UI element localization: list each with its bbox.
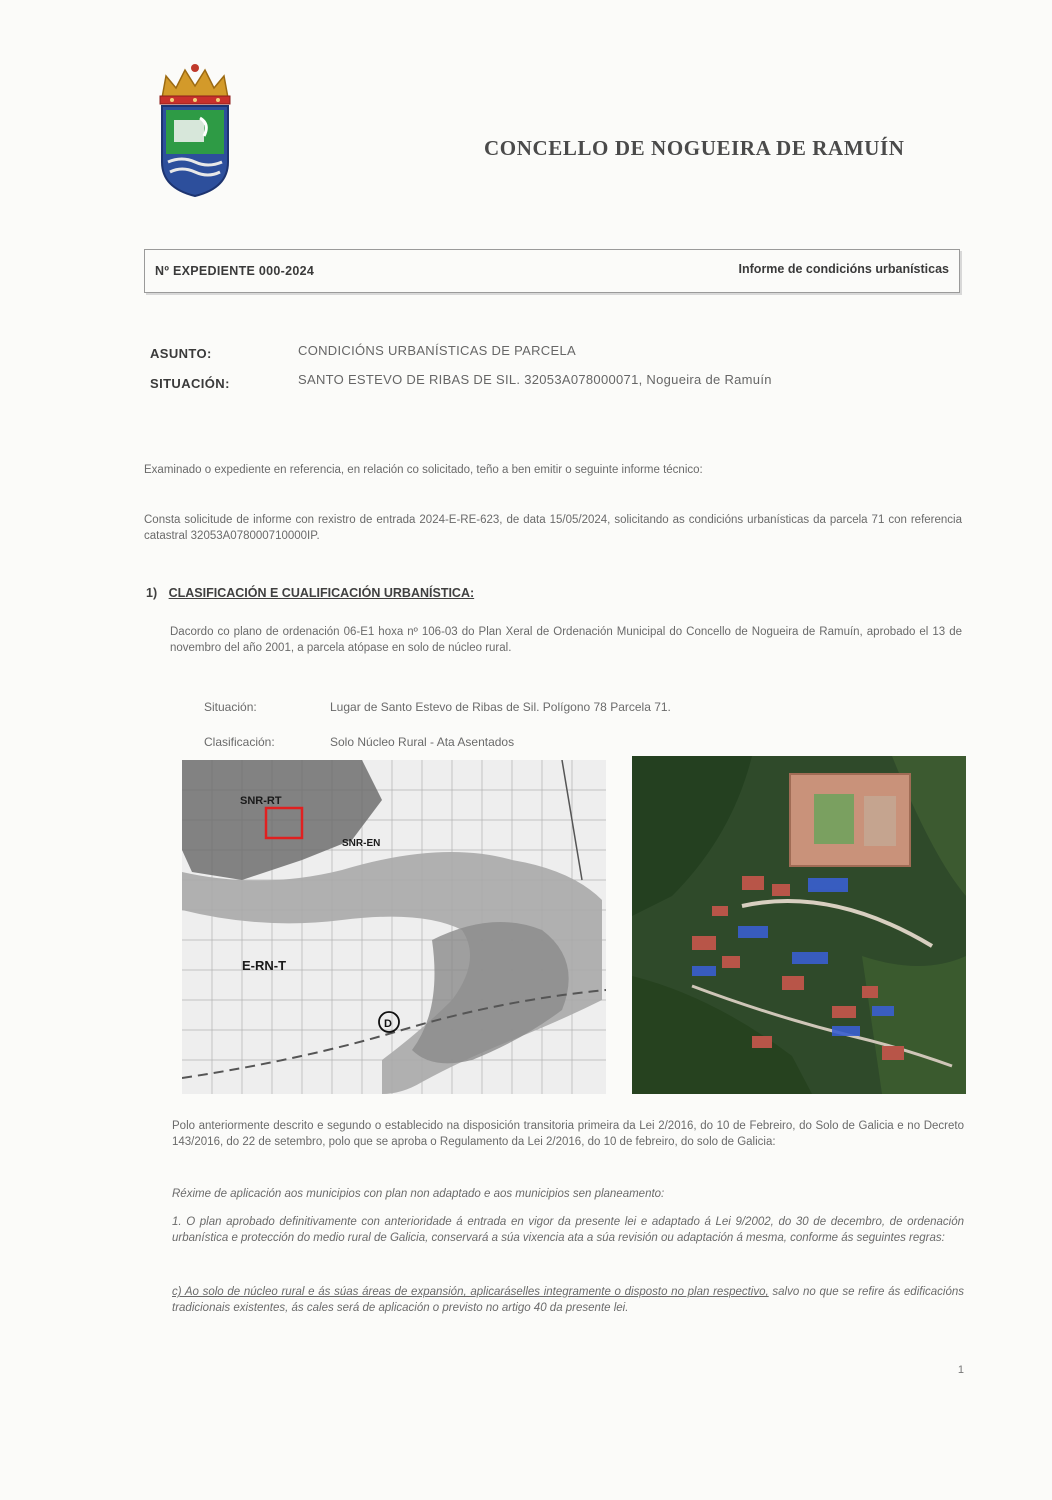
aerial-photo-image xyxy=(632,756,966,1094)
body-paragraph-3: 1. O plan aprobado definitivamente con anterioridade á entrada en vigor da presente lei e adaptado á Lei 9/2002, do 30 de decembro, de ordenación urbanística e protección do medio rural de Galicia, conservará a súa vixencia ata a súa revisión ou adaptación á mesma, conforme ás seguintes regras: xyxy=(172,1216,964,1244)
section-1-title: CLASIFICACIÓN E CUALIFICACIÓN URBANÍSTICA: xyxy=(168,586,475,600)
classification-value: Solo Núcleo Rural - Ata Asentados xyxy=(330,735,515,749)
council-coat-of-arms xyxy=(152,62,238,198)
body-paragraph-4 xyxy=(172,1284,964,1316)
council-name: CONCELLO DE NOGUEIRA DE RAMUÍN xyxy=(484,136,905,160)
file-number: Nº EXPEDIENTE 000-2024 xyxy=(155,264,315,278)
subject-label: ASUNTO: xyxy=(150,346,212,361)
map-label-top: SNR-RT xyxy=(240,795,282,807)
subject-value: CONDICIÓNS URBANÍSTICAS DE PARCELA xyxy=(298,343,576,358)
file-number-box xyxy=(144,249,960,293)
body-paragraph-2: Réxime de aplicación aos municipios con plan non adaptado e aos municipios sen planeamento: xyxy=(172,1188,665,1200)
body-paragraph-4-underlined: c) Ao solo de núcleo rural e ás súas áreas de expansión, aplicaráselles integramente o disposto no plan respectivo, xyxy=(172,1286,769,1298)
body-paragraph-1: Polo anteriormente descrito e segundo o establecido na disposición transitoria primeira da Lei 2/2016, do 10 de Febreiro, do Solo de Galicia e no Decreto 143/2016, do 22 de setembro, polo que se aproba o Regulamento da Lei 2/2016, do 10 de febreiro, do solo de Galicia: xyxy=(172,1120,964,1148)
body-paragraph-4-rest: salvo no que se refire ás edificacións tradicionais existentes, ás cales será de aplicación o previsto no artigo 40 da presente lei. xyxy=(172,1286,964,1314)
classification-label: Clasificación: xyxy=(204,735,275,749)
section-1-paragraph: Dacordo co plano de ordenación 06-E1 hoxa nº 106-03 do Plan Xeral de Ordenación Municipal do Concello de Nogueira de Ramuín, aprobado el 13 de novembro del año 2001, a parcela atópase en solo de núcleo rural. xyxy=(170,626,962,654)
intro-paragraph-2: Consta solicitude de informe con rexistro de entrada 2024-E-RE-623, de data 15/05/2024, solicitando as condicións urbanísticas da parcela 71 con referencia catastral 32053A078000710000IP. xyxy=(144,514,962,542)
page-number: 1 xyxy=(957,1364,964,1376)
map-label-circle: D xyxy=(384,1018,392,1030)
map-label-left: E-RN-T xyxy=(242,958,287,973)
location-label: SITUACIÓN: xyxy=(150,376,230,391)
situation-value: Lugar de Santo Estevo de Ribas de Sil. Polígono 78 Parcela 71. xyxy=(330,700,671,714)
intro-paragraph-1: Examinado o expediente en referencia, en relación co solicitado, teño a ben emitir o seguinte informe técnico: xyxy=(144,464,703,476)
report-type: Informe de condicións urbanísticas xyxy=(738,262,949,276)
map-label-mid: SNR-EN xyxy=(342,838,381,849)
situation-label: Situación: xyxy=(204,700,257,714)
location-value: SANTO ESTEVO DE RIBAS DE SIL. 32053A078000071, Nogueira de Ramuín xyxy=(298,372,772,387)
planning-map-image xyxy=(182,760,606,1094)
section-1-number: 1) xyxy=(146,586,158,600)
section-1-heading xyxy=(146,586,474,600)
